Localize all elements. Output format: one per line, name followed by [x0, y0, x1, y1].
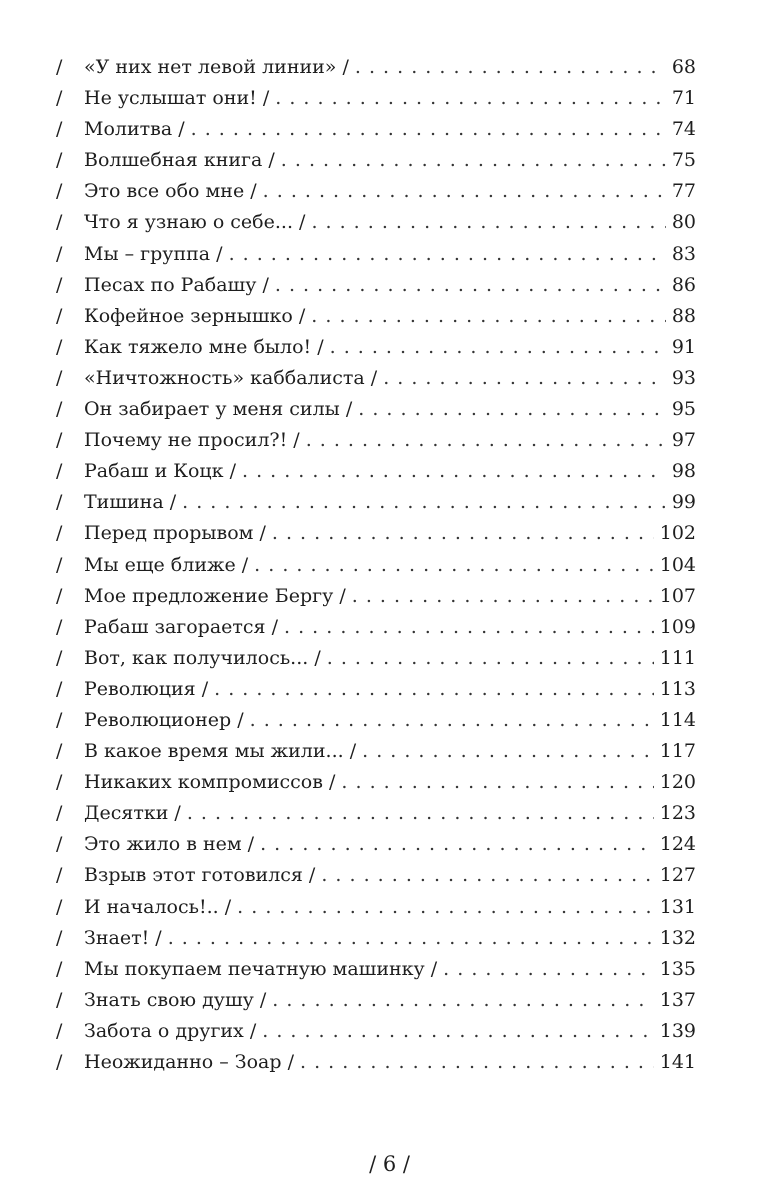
entry-slash-open: /: [56, 584, 63, 607]
entry-page-number: 91: [671, 335, 696, 358]
entry-title: Тишина: [84, 491, 164, 514]
entry-page-number: 109: [659, 615, 696, 638]
entry-slash-open: /: [56, 460, 63, 483]
dot-leader: [272, 985, 653, 1016]
entry-slash-close: /: [287, 429, 300, 452]
entry-slash-open: /: [56, 1019, 63, 1042]
entry-title: Рабаш загорается: [84, 615, 266, 638]
entry-slash-close: /: [243, 1019, 257, 1042]
entry-title: Революционер: [84, 708, 232, 731]
toc-entry: [56, 270, 696, 301]
entry-slash-open: /: [56, 615, 63, 638]
entry-page-number: 139: [659, 1019, 696, 1042]
entry-slash-open: /: [56, 273, 63, 296]
entry-page-number: 117: [659, 740, 696, 763]
entry-slash-close: /: [210, 242, 223, 265]
toc-entry: [56, 176, 696, 207]
entry-page-number: 127: [659, 864, 696, 887]
dot-leader: [242, 456, 666, 487]
entry-slash-close: /: [223, 460, 236, 483]
entry-slash-open: /: [56, 180, 63, 203]
entry-title: Мы покупаем печатную машинку: [84, 957, 425, 980]
entry-title: Взрыв этот готовился: [84, 864, 303, 887]
entry-page-number: 131: [659, 895, 696, 918]
dot-leader: [341, 767, 653, 798]
toc-entry: [56, 860, 696, 891]
toc-entry: [56, 456, 696, 487]
entry-slash-close: /: [311, 335, 324, 358]
entry-slash-close: /: [253, 988, 267, 1011]
entry-page-number: 74: [671, 118, 696, 141]
entry-title: Мы еще ближе: [84, 553, 236, 576]
entry-slash-open: /: [56, 771, 63, 794]
entry-title: Кофейное зернышко: [84, 304, 293, 327]
entry-title: «У них нет левой линии»: [84, 56, 337, 78]
entry-slash-open: /: [56, 304, 63, 327]
entry-title: Знать свою душу: [84, 988, 254, 1011]
entry-slash-close: /: [195, 677, 209, 700]
dot-leader: [250, 705, 654, 736]
entry-title: Не услышат они!: [84, 87, 257, 110]
entry-title: Песах по Рабашу: [84, 273, 257, 296]
entry-page-number: 75: [671, 149, 696, 172]
toc-entry: [56, 425, 696, 456]
toc-entry: [56, 1016, 696, 1047]
entry-title: Десятки: [84, 802, 169, 825]
toc-entry: [56, 301, 696, 332]
entry-slash-open: /: [56, 149, 63, 172]
toc-entry: [56, 923, 696, 954]
entry-slash-close: /: [253, 522, 266, 545]
entry-slash-close: /: [149, 926, 162, 949]
toc-entry: [56, 736, 696, 767]
entry-slash-close: /: [424, 957, 438, 980]
entry-slash-close: /: [308, 646, 321, 669]
entry-slash-close: /: [168, 802, 181, 825]
toc-entry: [56, 674, 696, 705]
entry-slash-open: /: [56, 522, 63, 545]
entry-slash-open: /: [56, 988, 63, 1011]
entry-slash-close: /: [281, 1051, 294, 1073]
entry-slash-open: /: [56, 677, 63, 700]
dot-leader: [306, 425, 666, 456]
dot-leader: [168, 923, 654, 954]
toc-entry: [56, 363, 696, 394]
dot-leader: [330, 332, 666, 363]
entry-slash-open: /: [56, 646, 63, 669]
toc-entry: [56, 487, 696, 518]
entry-page-number: 97: [671, 429, 696, 452]
dot-leader: [272, 518, 654, 549]
entry-slash-open: /: [56, 802, 63, 825]
dot-leader: [355, 52, 666, 83]
dot-leader: [327, 643, 654, 674]
entry-title: Это все обо мне: [84, 180, 245, 203]
entry-title: Это жило в нем: [84, 833, 242, 856]
entry-slash-open: /: [56, 242, 63, 265]
entry-page-number: 104: [659, 553, 696, 576]
entry-page-number: 113: [659, 677, 696, 700]
entry-slash-open: /: [56, 491, 63, 514]
entry-slash-close: /: [256, 87, 270, 110]
entry-slash-open: /: [56, 56, 63, 78]
dot-leader: [311, 301, 666, 332]
dot-leader: [284, 612, 654, 643]
page-number: / 6 /: [369, 1152, 410, 1176]
entry-title: Почему не просил?!: [84, 429, 288, 452]
toc-entry: [56, 83, 696, 114]
entry-page-number: 99: [671, 491, 696, 514]
entry-title: В какое время мы жили...: [84, 740, 344, 763]
entry-slash-close: /: [163, 491, 177, 514]
toc-entry: [56, 207, 696, 238]
entry-slash-open: /: [56, 211, 63, 234]
entry-page-number: 135: [659, 957, 696, 980]
entry-slash-open: /: [56, 398, 63, 421]
entry-slash-close: /: [292, 304, 306, 327]
dot-leader: [275, 270, 666, 301]
entry-slash-close: /: [262, 149, 275, 172]
entry-title: Вот, как получилось...: [84, 646, 309, 669]
entry-slash-open: /: [56, 926, 63, 949]
entry-slash-close: /: [322, 771, 336, 794]
entry-page-number: 80: [671, 211, 696, 234]
dot-leader: [260, 829, 654, 860]
dot-leader: [362, 736, 654, 767]
entry-page-number: 93: [671, 366, 696, 389]
entry-page-number: 132: [659, 926, 696, 949]
entry-slash-open: /: [56, 335, 63, 358]
entry-slash-open: /: [56, 87, 63, 110]
entry-title: Мое предложение Бергу: [84, 584, 334, 607]
entry-slash-close: /: [241, 833, 255, 856]
dot-leader: [237, 892, 654, 923]
entry-slash-open: /: [56, 957, 63, 980]
dot-leader: [352, 581, 654, 612]
toc-entry: [56, 767, 696, 798]
toc-entry: [56, 1047, 696, 1078]
entry-page-number: 88: [671, 304, 696, 327]
dot-leader: [383, 363, 666, 394]
dot-leader: [254, 550, 654, 581]
toc-entry: [56, 394, 696, 425]
toc-entry: [56, 892, 696, 923]
toc-entry: [56, 114, 696, 145]
entry-slash-close: /: [292, 211, 306, 234]
entry-slash-close: /: [231, 708, 244, 731]
entry-title: Забота о других: [84, 1019, 244, 1042]
table-of-contents: [56, 52, 696, 1078]
entry-title: Рабаш и Коцк: [84, 460, 224, 483]
entry-page-number: 114: [659, 708, 696, 731]
entry-title: «Ничтожность» каббалиста: [84, 366, 365, 389]
entry-slash-open: /: [56, 864, 63, 887]
entry-slash-open: /: [56, 118, 63, 141]
toc-entry: [56, 52, 696, 83]
entry-page-number: 137: [659, 988, 696, 1011]
entry-slash-close: /: [343, 740, 357, 763]
entry-slash-close: /: [333, 584, 346, 607]
entry-title: Что я узнаю о себе...: [84, 211, 293, 234]
toc-entry: [56, 550, 696, 581]
entry-title: Он забирает у меня силы: [84, 398, 340, 421]
entry-slash-close: /: [339, 398, 353, 421]
dot-leader: [229, 239, 666, 270]
entry-page-number: 120: [659, 771, 696, 794]
entry-slash-close: /: [218, 895, 232, 918]
entry-slash-open: /: [56, 740, 63, 763]
dot-leader: [311, 207, 665, 238]
dot-leader: [281, 145, 666, 176]
entry-title: И началось!..: [84, 895, 219, 918]
entry-slash-open: /: [56, 895, 63, 918]
entry-page-number: 123: [659, 802, 696, 825]
toc-entry: [56, 829, 696, 860]
dot-leader: [443, 954, 654, 985]
toc-entry: [56, 643, 696, 674]
toc-entry: [56, 985, 696, 1016]
entry-page-number: 77: [671, 180, 696, 203]
entry-slash-close: /: [364, 366, 378, 389]
entry-title: Знает!: [84, 926, 150, 949]
entry-page-number: 68: [671, 56, 696, 78]
entry-title: Никаких компромиссов: [84, 771, 323, 794]
entry-page-number: 124: [659, 833, 696, 856]
dot-leader: [182, 487, 666, 518]
entry-page-number: 86: [671, 273, 696, 296]
entry-title: Перед прорывом: [84, 522, 254, 545]
entry-slash-open: /: [56, 366, 63, 389]
dot-leader: [263, 176, 666, 207]
dot-leader: [262, 1016, 654, 1047]
entry-page-number: 107: [659, 584, 696, 607]
toc-entry: [56, 612, 696, 643]
entry-slash-close: /: [256, 273, 269, 296]
entry-slash-close: /: [244, 180, 257, 203]
entry-page-number: 98: [671, 460, 696, 483]
entry-title: Неожиданно – Зоар: [84, 1051, 282, 1073]
entry-title: Волшебная книга: [84, 149, 263, 172]
entry-slash-open: /: [56, 1051, 63, 1073]
dot-leader: [214, 674, 654, 705]
entry-page-number: 83: [671, 242, 696, 265]
entry-slash-close: /: [302, 864, 316, 887]
dot-leader: [187, 798, 654, 829]
entry-page-number: 95: [671, 398, 696, 421]
toc-entry: [56, 954, 696, 985]
dot-leader: [300, 1047, 654, 1078]
toc-entry: [56, 581, 696, 612]
entry-title: Как тяжело мне было!: [84, 335, 312, 358]
entry-title: Революция: [84, 677, 196, 700]
entry-slash-close: /: [172, 118, 185, 141]
entry-slash-close: /: [235, 553, 249, 576]
toc-entry: [56, 332, 696, 363]
toc-entry: [56, 145, 696, 176]
dot-leader: [191, 114, 666, 145]
dot-leader: [321, 860, 653, 891]
entry-slash-open: /: [56, 833, 63, 856]
entry-slash-open: /: [56, 429, 63, 452]
toc-entry: [56, 705, 696, 736]
entry-slash-close: /: [265, 615, 278, 638]
entry-slash-open: /: [56, 708, 63, 731]
entry-page-number: 141: [659, 1051, 696, 1073]
entry-slash-open: /: [56, 553, 63, 576]
entry-title: Молитва: [84, 118, 173, 141]
entry-slash-close: /: [336, 56, 349, 78]
entry-page-number: 102: [659, 522, 696, 545]
entry-title: Мы – группа: [84, 242, 211, 265]
entry-page-number: 111: [659, 646, 696, 669]
dot-leader: [275, 83, 666, 114]
toc-entry: [56, 518, 696, 549]
toc-entry: [56, 239, 696, 270]
entry-page-number: 71: [671, 87, 696, 110]
toc-entry: [56, 798, 696, 829]
dot-leader: [358, 394, 666, 425]
